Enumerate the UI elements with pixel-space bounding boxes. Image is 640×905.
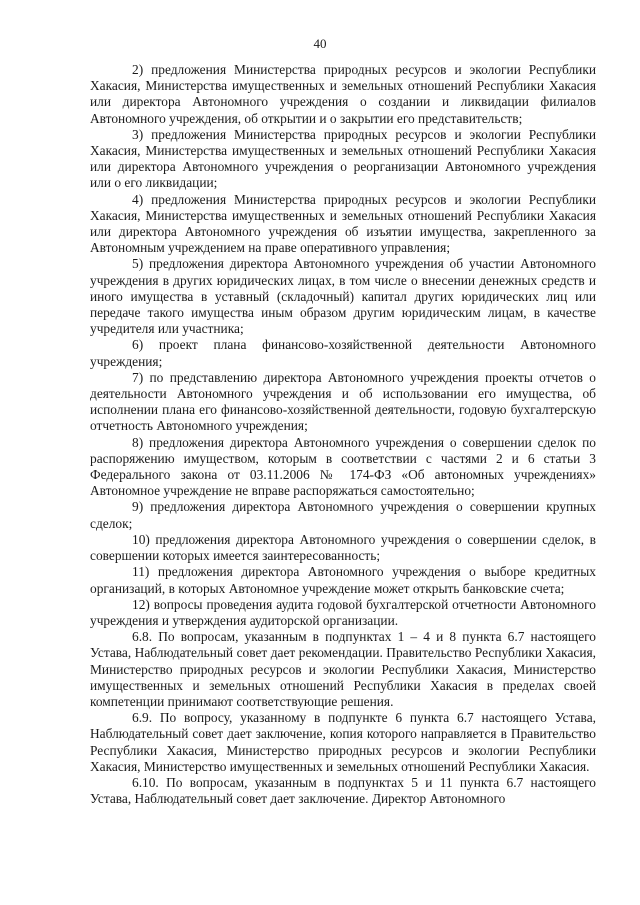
paragraph-7: 7) по представлению директора Автономного учреждения проекты отчетов о деятельности Автономного учреждения и об использовании его имущества, об исполнении плана его финансово-хозяйственной деятельности, годовую бухгалтерскую отчетность Автономного учреждения; bbox=[90, 369, 596, 434]
paragraph-12: 12) вопросы проведения аудита годовой бухгалтерской отчетности Автономного учреждения и утверждения аудиторской организации. bbox=[90, 596, 596, 628]
paragraph-6: 6) проект плана финансово-хозяйственной деятельности Автономного учреждения; bbox=[90, 337, 596, 369]
paragraph-2: 2) предложения Министерства природных ресурсов и экологии Республики Хакасия, Министерства имущественных и земельных отношений Республики Хакасия или директора Автономного учреждения о создании и ликвидации филиалов Автономного учреждения, об открытии и о закрытии его представительств; bbox=[90, 62, 596, 126]
paragraph-8: 8) предложения директора Автономного учреждения о совершении сделок по распоряжению имуществом, которым в соответствии с частями 2 и 6 статьи 3 Федерального закона от 03.11.2006 № 174-ФЗ «Об автономных учреждениях» Автономное учреждение не вправе распоряжаться самостоятельно; bbox=[90, 434, 596, 499]
section-6-9: 6.9. По вопросу, указанному в подпункте 6 пункта 6.7 настоящего Устава, Наблюдательный совет дает заключение, копия которого направляется в Правительство Республики Хакасия, Министерство природных ресурсов и экологии Республики Хакасия, Министерство имущественных и земельных отношений Республики Хакасия. bbox=[90, 710, 596, 774]
paragraph-5: 5) предложения директора Автономного учреждения об участии Автономного учреждения в других юридических лицах, в том числе о внесении денежных средств и иного имущества в уставный (складочный) капитал других юридических лиц или передаче такого имущества иным образом другим юридическим лицам, в качестве учредителя или участника; bbox=[90, 256, 596, 337]
paragraph-10: 10) предложения директора Автономного учреждения о совершении сделок, в совершении которых имеется заинтересованность; bbox=[90, 531, 596, 564]
page-number: 40 bbox=[313, 36, 327, 51]
paragraph-11: 11) предложения директора Автономного учреждения о выборе кредитных организаций, в которых Автономное учреждение может открыть банковские счета; bbox=[90, 564, 596, 596]
paragraph-3: 3) предложения Министерства природных ресурсов и экологии Республики Хакасия, Министерства имущественных и земельных отношений Республики Хакасия или директора Автономного учреждения о реорганизации Автономного учреждения или о его ликвидации; bbox=[90, 126, 596, 191]
paragraph-9: 9) предложения директора Автономного учреждения о совершении крупных сделок; bbox=[90, 499, 596, 531]
paragraph-4: 4) предложения Министерства природных ресурсов и экологии Республики Хакасия, Министерства имущественных и земельных отношений Республики Хакасия или директора Автономного учреждения об изъятии имущества, закрепленного за Автономным учреждением на праве оперативного управления; bbox=[90, 191, 596, 256]
section-6-10: 6.10. По вопросам, указанным в подпунктах 5 и 11 пункта 6.7 настоящего Устава, Наблюдательный совет дает заключение. Директор Автономного bbox=[90, 774, 596, 807]
document-body bbox=[90, 62, 596, 807]
section-6-8: 6.8. По вопросам, указанным в подпунктах 1 – 4 и 8 пункта 6.7 настоящего Устава, Наблюдательный совет дает рекомендации. Правительство Республики Хакасия, Министерство природных ресурсов и экологии Республики Хакасия, Министерство имущественных и земельных отношений Республики Хакасия в пределах своей компетенции принимают соответствующие решения. bbox=[90, 629, 596, 709]
